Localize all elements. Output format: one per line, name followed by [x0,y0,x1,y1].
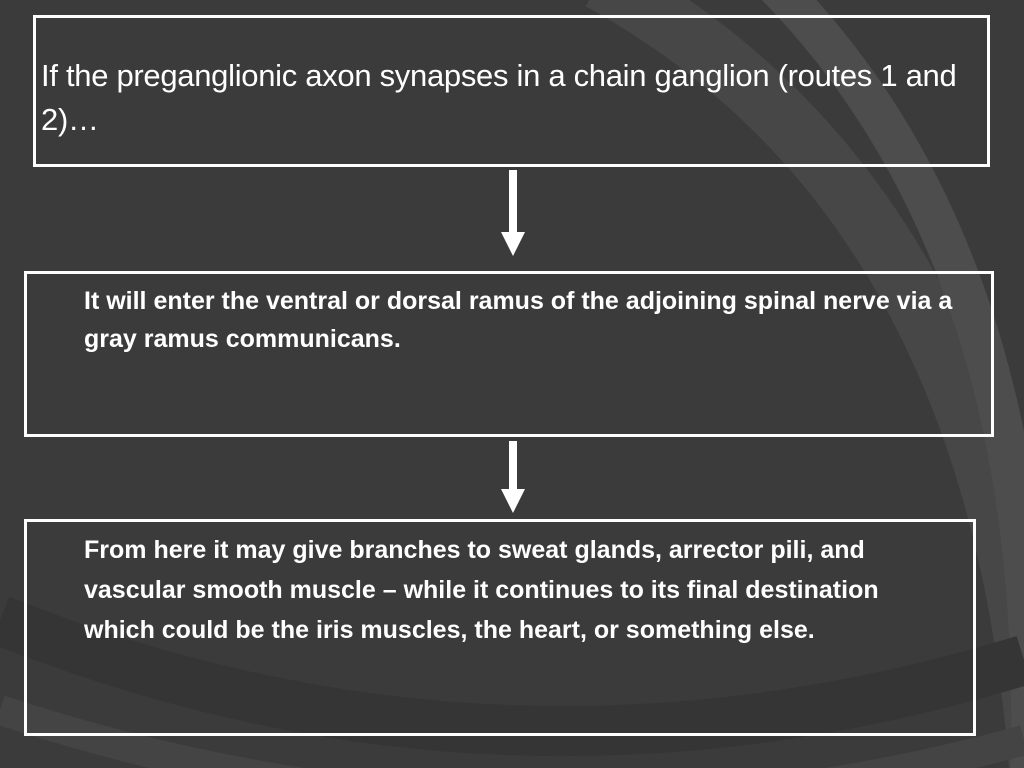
node-2-text: It will enter the ventral or dorsal ramus of the adjoining spinal nerve via a gray ramus communicans. [84,287,953,353]
flow-node-3 [24,519,976,736]
down-arrow-icon [493,441,533,516]
down-arrow-icon [493,170,533,260]
node-1-text: If the preganglionic axon synapses in a chain ganglion (routes 1 and 2)… [41,58,957,137]
flow-node-1 [33,15,990,167]
node-3-text: From here it may give branches to sweat glands, arrector pili, and vascular smooth muscle – while it continues to its final destination which could be the iris muscles, the heart, or something else. [84,536,879,644]
flow-node-2 [24,271,994,437]
